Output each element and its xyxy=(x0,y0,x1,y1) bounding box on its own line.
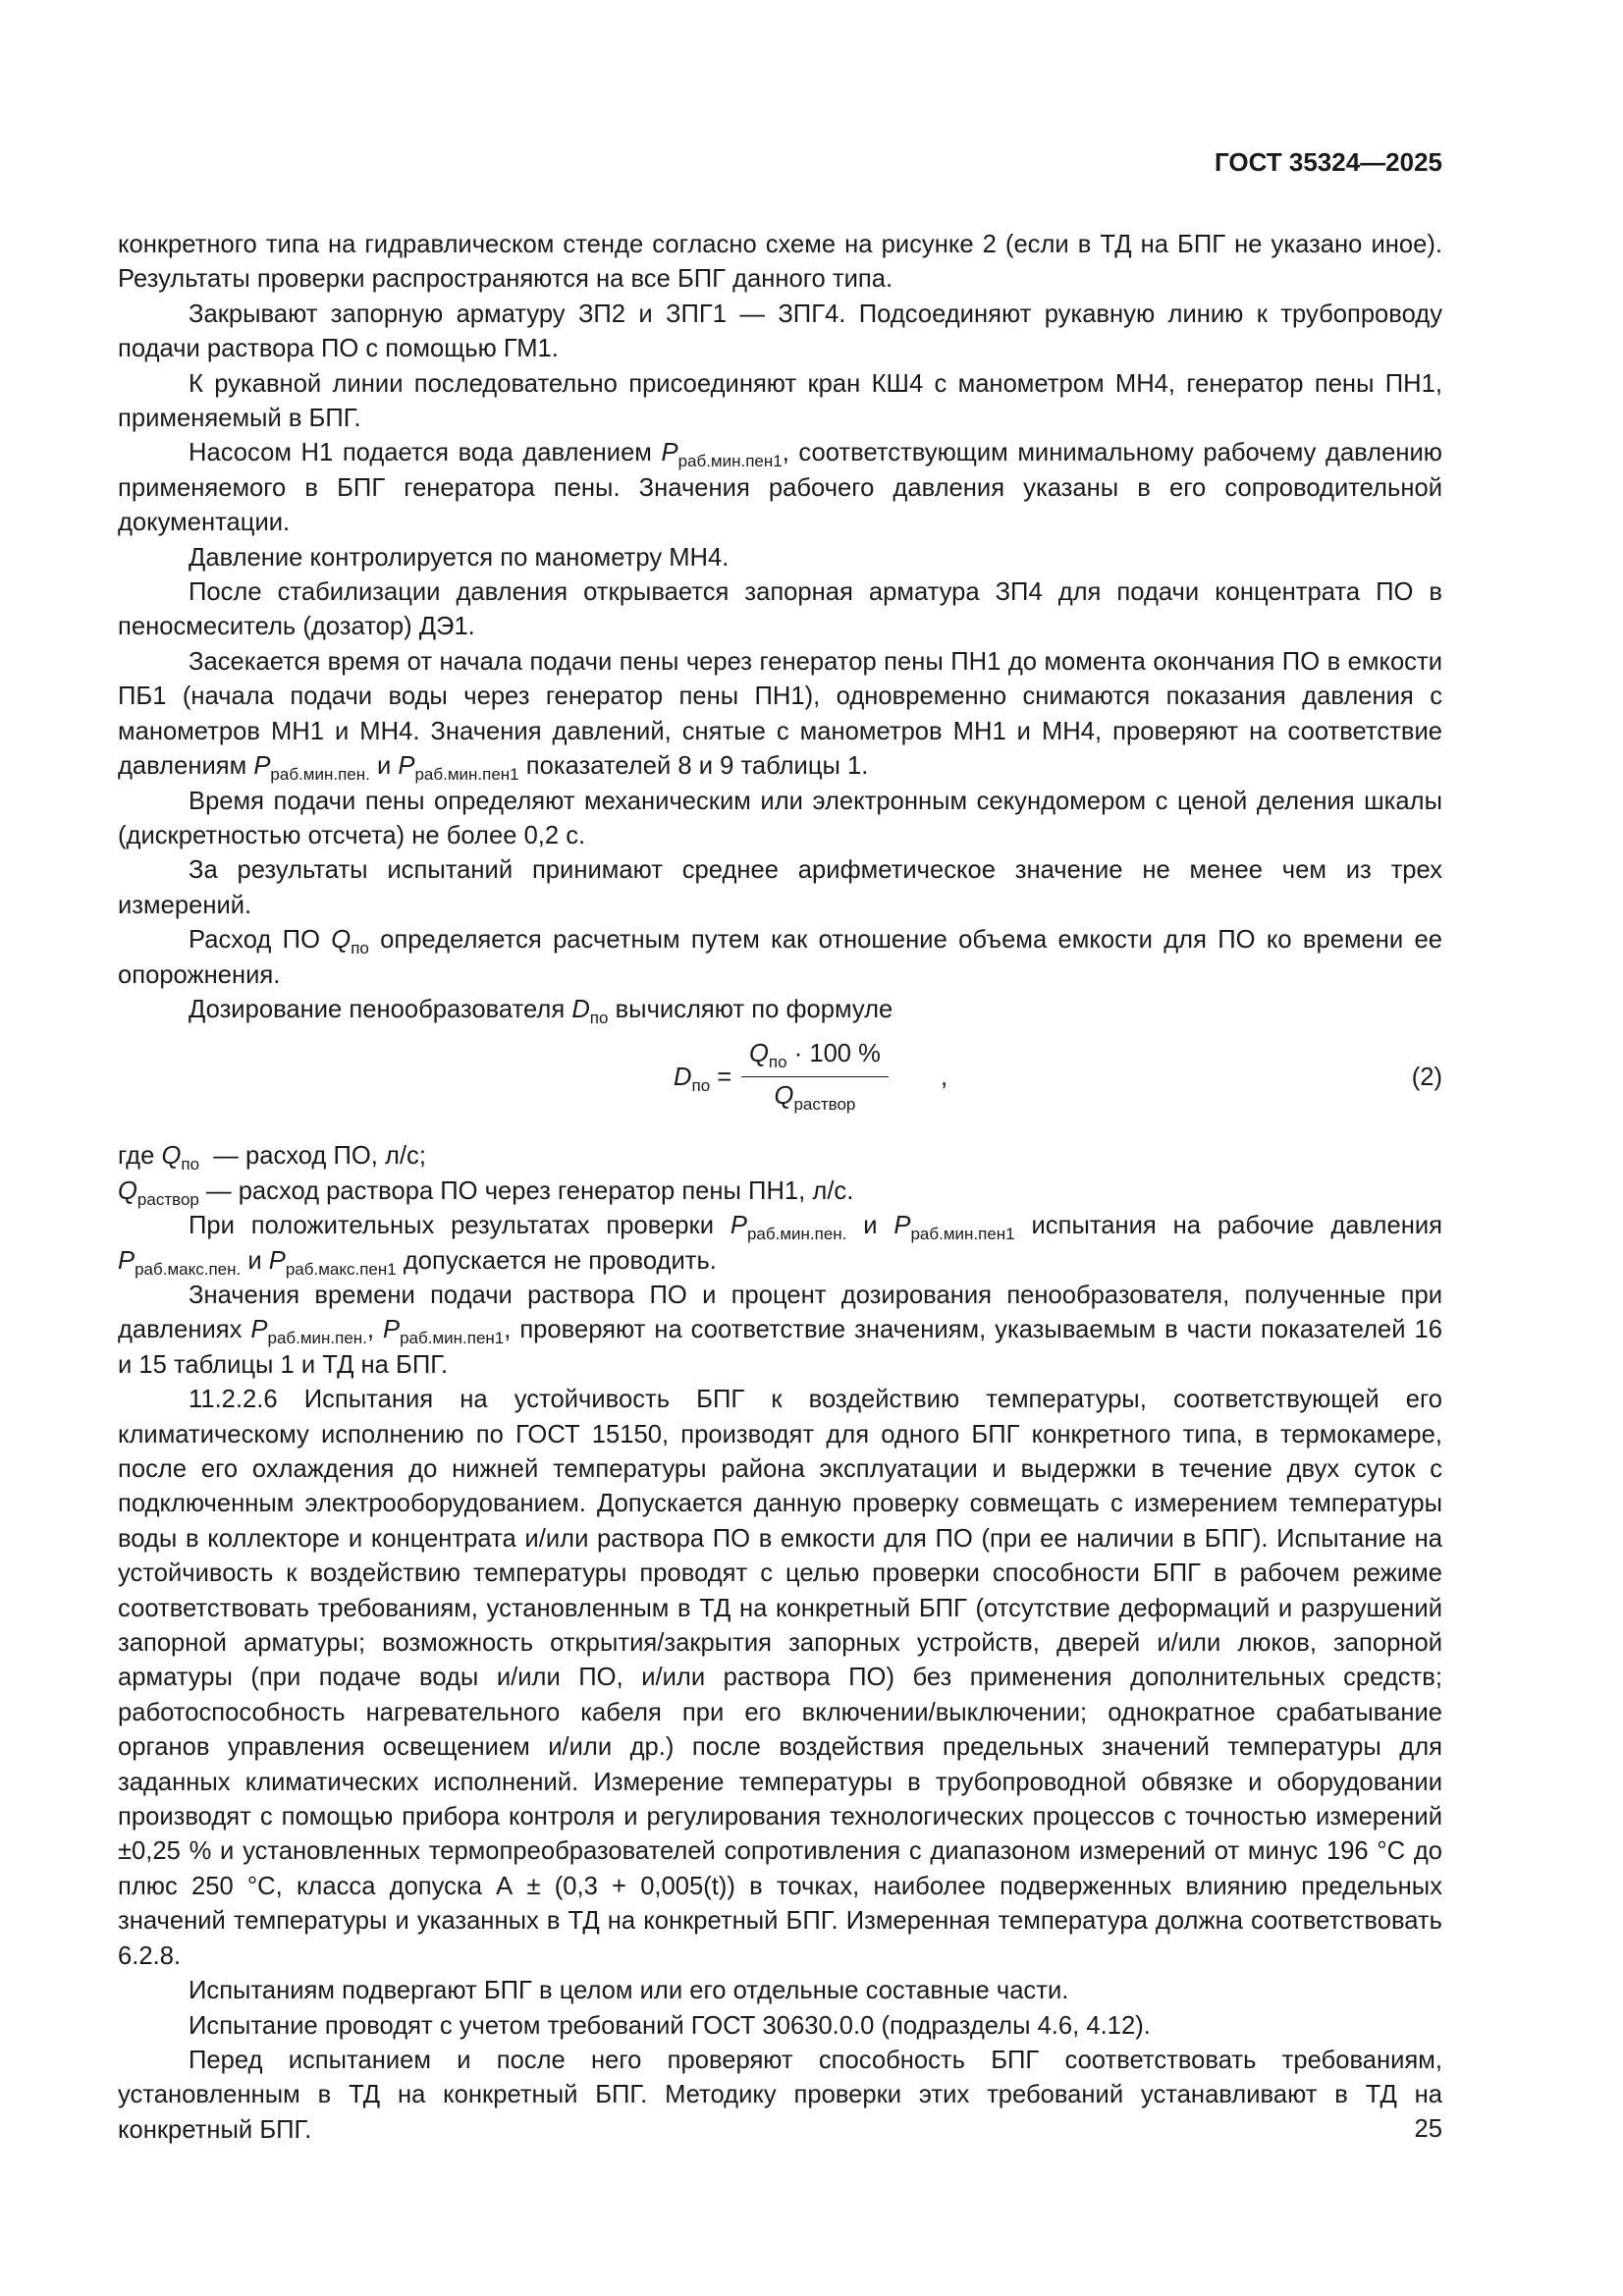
paragraph: После стабилизации давления открывается запорная арматура ЗП4 для подачи концентрата ПО в пеносмеситель (дозатор) ДЭ1. xyxy=(118,578,1442,641)
paragraph: Перед испытанием и после него проверяют способность БПГ соответствовать требованиям, установленным в ТД на конкретный БПГ. Методику проверки этих требований устанавливают в ТД на конкретный БПГ. xyxy=(118,2046,1442,2144)
paragraph: Испытаниям подвергают БПГ в целом или его отдельные составные части. xyxy=(189,1977,1069,2005)
where-line-2: $Q_{раствор}$ — расход раствора ПО через генератор пены ПН1, л/с. xyxy=(118,1176,854,1209)
paragraph: При положительных результатах проверки $P_{раб.мин.пен.}$ и $P_{раб.мин.пен1}$ испытания на рабочие давления $P_{раб.макс.пен.}$ и $P_{раб.макс.пен1}$ допускается не проводить. xyxy=(118,1212,1442,1279)
page-number: 25 xyxy=(1414,2115,1442,2143)
document-body xyxy=(118,228,1442,2148)
pressure-symbol: P xyxy=(253,752,271,781)
formula-number: (2) xyxy=(1411,1064,1442,1092)
paragraph: Испытание проводят с учетом требований ГОСТ 30630.0.0 (подразделы 4.6, 4.12). xyxy=(189,2011,1151,2040)
paragraph: Засекается время от начала подачи пены через генератор пены ПН1 до момента окончания ПО в емкости ПБ1 (начала подачи воды через генератор пены ПН1), одновременно снимаются показания давления с манометров МН1 и МН4. Значения давлений, снятые с манометров МН1 и МН4, проверяют на соответствие давлениям $P_{раб.мин.пен.}$ и $P_{раб.мин.пен1}$ показателей 8 и 9 таблицы 1. xyxy=(118,647,1442,785)
section-11-2-2-6: 11.2.2.6 Испытания на устойчивость БПГ к воздействию температуры, соответствующей его климатическому исполнению по ГОСТ 15150, производят для одного БПГ конкретного типа, в термокамере, после его охлаждения до нижней температуры района эксплуатации и выдержки в течение двух суток с подключенным электрооборудованием. Допускается данную проверку совмещать с измерением температуры воды в коллекторе и концентрата и/или раствора ПО в емкости для ПО (при ее наличии в БПГ). Испытание на устойчивость к воздействию температуры проводят с целью проверки способности БПГ в рабочем режиме соответствовать требованиям, установленным в ТД на конкретный БПГ (отсутствие деформаций и разрушений запорной арматуры; возможность открытия/закрытия запорных устройств, дверей и/или люков, запорной арматуры (при подаче воды и/или ПО, и/или раствора ПО) без применения дополнительных средств; работоспособность нагревательного кабеля при его включении/выключении; однократное срабатывание органов управления освещением и/или др.) после воздействия предельных значений температуры для заданных климатических исполнений. Измерение температуры в трубопроводной обвязке и оборудовании производят с помощью прибора контроля и регулирования технологических процессов с точностью измерений ±0,25 % и установленных термопреобразователей сопротивления с диапазоном измерений от минус 196 °С до плюс 250 °С, класса допуска А ± (0,3 + 0,005(t)) в точках, наиболее подверженных влиянию предельных значений температуры и указанных в ТД на конкретный БПГ. Измеренная температура должна соответствовать 6.2.8. xyxy=(118,1386,1442,1970)
paragraph: Насосом Н1 подается вода давлением $P_{раб.мин.пен1}$, соответствующим минимальному рабочему давлению применяемого в БПГ генератора пены. Значения рабочего давления указаны в его сопроводительной документации. xyxy=(118,439,1442,537)
paragraph: Закрывают запорную арматуру ЗП2 и ЗПГ1 — ЗПГ4. Подсоединяют рукавную линию к трубопроводу подачи раствора ПО с помощью ГМ1. xyxy=(118,300,1442,363)
paragraph: Значения времени подачи раствора ПО и процент дозирования пенообразователя, полученные при давлениях $P_{раб.мин.пен.}$, $P_{раб.мин.пен1}$, проверяют на соответствие значениям, указываемым в части показателей 16 и 15 таблицы 1 и ТД на БПГ. xyxy=(118,1281,1442,1379)
fraction-bar xyxy=(741,1076,889,1077)
pressure-symbol: P xyxy=(398,752,415,781)
paragraph: Давление контролируется по манометру МН4. xyxy=(189,543,730,572)
standard-designation: ГОСТ 35324—2025 xyxy=(1215,147,1442,177)
paragraph: конкретного типа на гидравлическом стенде согласно схеме на рисунке 2 (если в ТД на БПГ не указано иное). Результаты проверки распространяются на все БПГ данного типа. xyxy=(118,231,1442,294)
formula-denominator: $Q_{раствор}$ xyxy=(774,1081,856,1114)
paragraph: Расход ПО $Q_{по}$ определяется расчетным путем как отношение объема емкости для ПО ко времени ее опорожнения. xyxy=(118,926,1442,989)
paragraph: Дозирование пенообразователя $D_{по}$ вычисляют по формуле xyxy=(189,995,893,1027)
pressure-symbol: P xyxy=(661,439,678,467)
paragraph: К рукавной линии последовательно присоединяют кран КШ4 с манометром МН4, генератор пены ПН1, применяемый в БПГ. xyxy=(118,369,1442,433)
formula-comma: , xyxy=(941,1064,948,1092)
dosage-symbol: D xyxy=(571,995,590,1023)
formula-fraction xyxy=(741,1037,889,1114)
formula-lhs: $D_{по}$ = xyxy=(674,1064,732,1096)
paragraph: За результаты испытаний принимают среднее арифметическое значение не менее чем из трех измерений. xyxy=(118,856,1442,919)
paragraph: Время подачи пены определяют механическим или электронным секундомером с ценой деления шкалы (дискретностью отсчета) не более 0,2 с. xyxy=(118,787,1442,849)
flow-symbol: Q xyxy=(331,926,352,955)
where-line-1: где $Q_{по}$ — расход ПО, л/с; xyxy=(118,1142,426,1175)
formula-numerator: $Q_{по} \cdot 100$ % xyxy=(749,1040,881,1072)
formula-2 xyxy=(118,1033,1442,1127)
